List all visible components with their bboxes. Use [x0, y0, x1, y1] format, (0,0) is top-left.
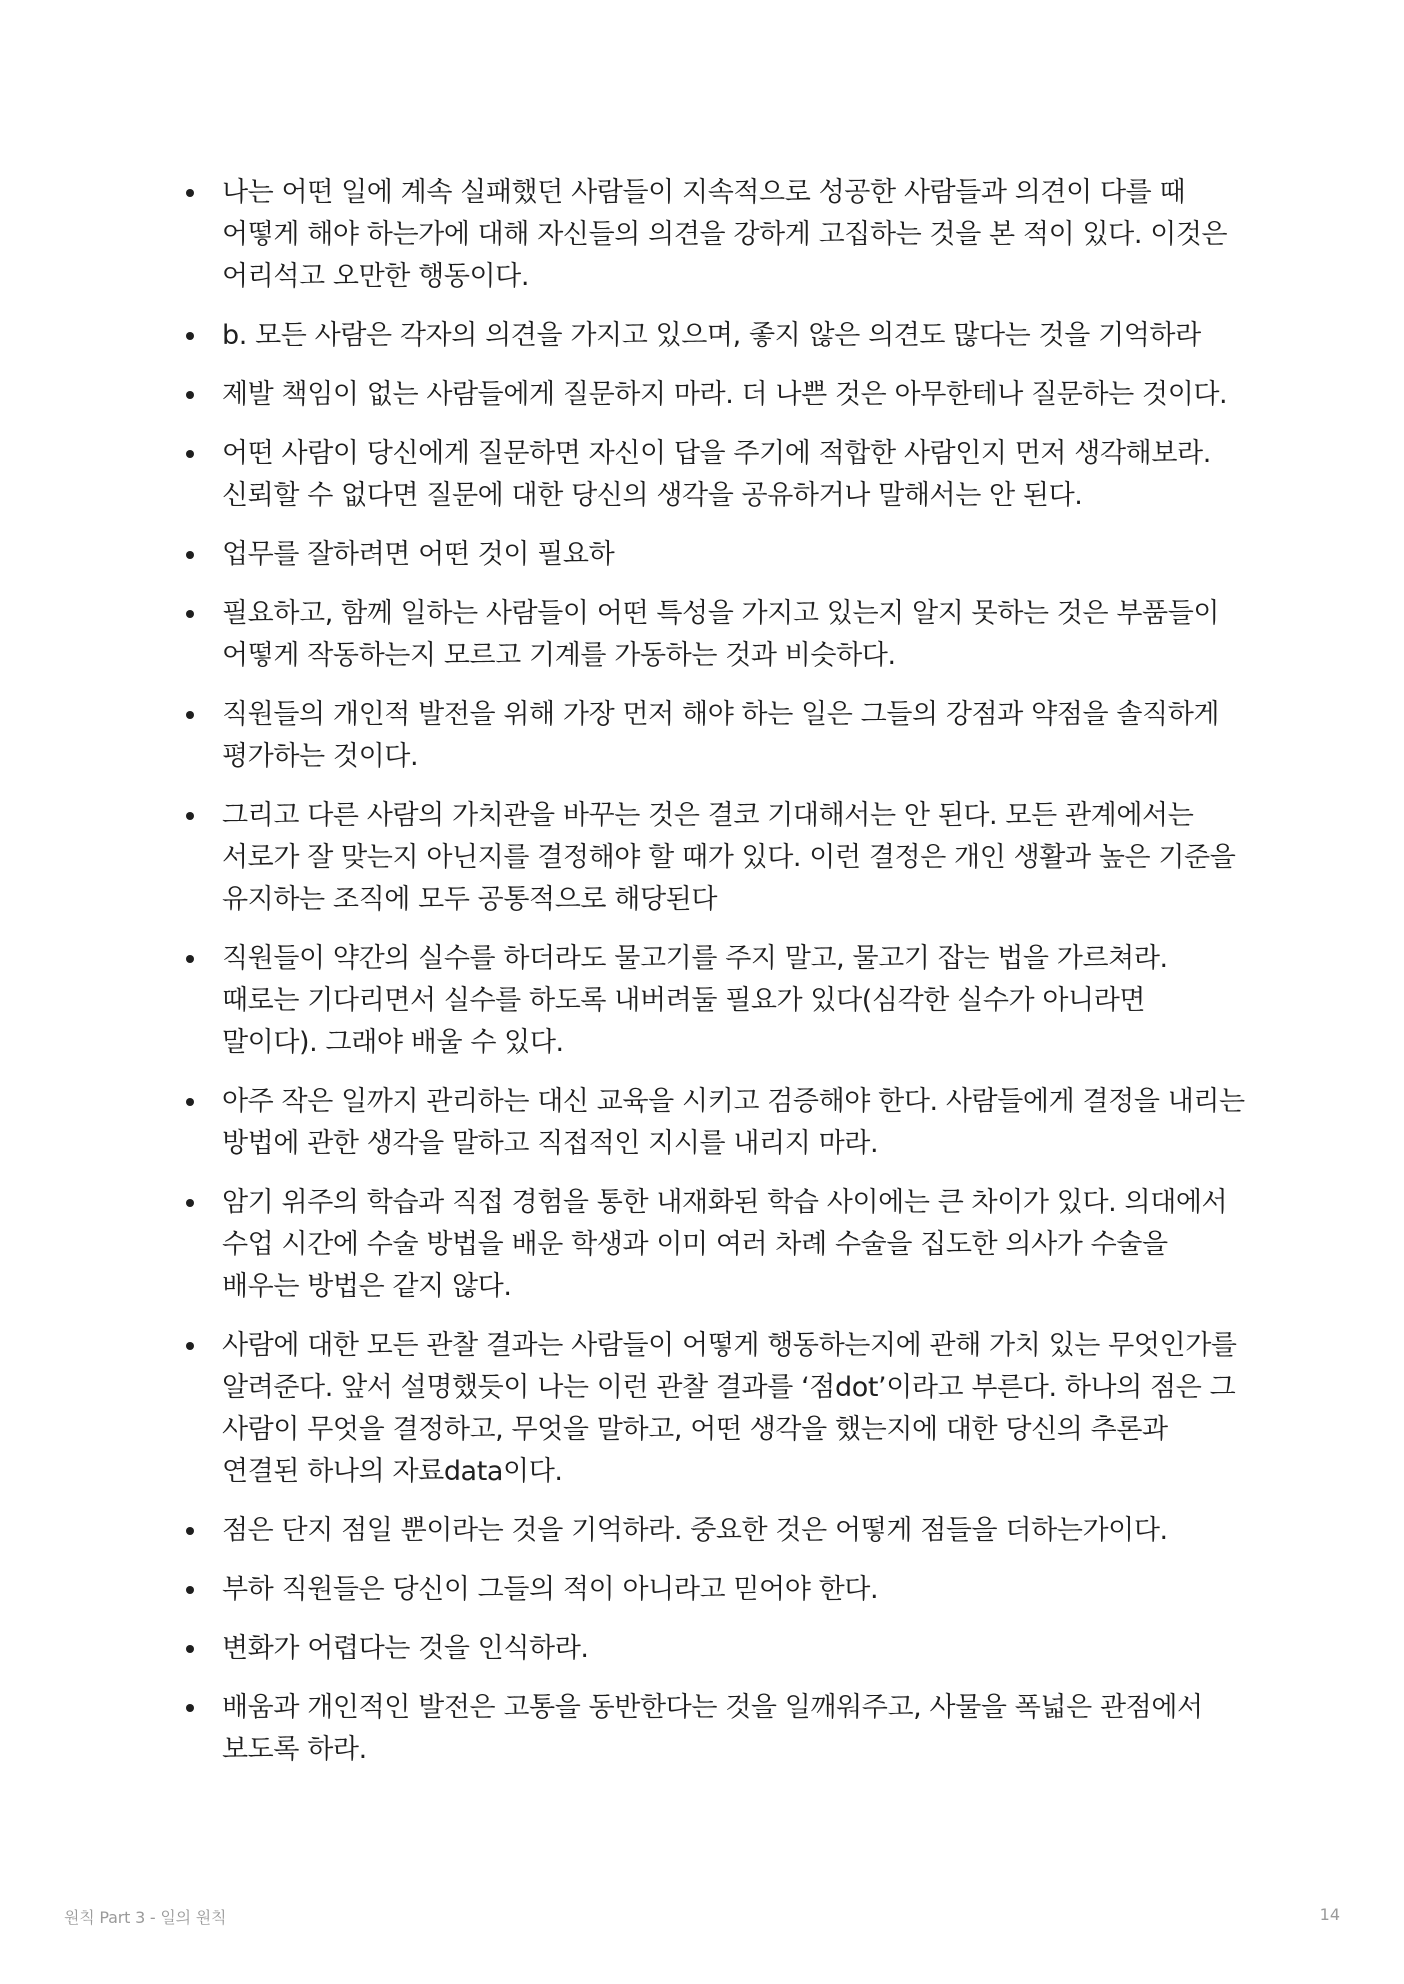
bullet-icon — [186, 189, 194, 197]
list-item-text: 필요하고, 함께 일하는 사람들이 어떤 특성을 가지고 있는지 알지 못하는 것은 부품들이 어떻게 작동하는지 모르고 기계를 가동하는 것과 비슷하다. — [222, 598, 1220, 671]
list-item — [186, 1628, 1246, 1670]
bullet-icon — [186, 1342, 194, 1350]
bullet-icon — [186, 711, 194, 719]
list-item — [186, 534, 1246, 576]
list-item — [186, 172, 1246, 298]
list-item-text: 점은 단지 점일 뿐이라는 것을 기억하라. 중요한 것은 어떻게 점들을 더하는가이다. — [222, 1515, 1168, 1546]
list-item-text: 직원들의 개인적 발전을 위해 가장 먼저 해야 하는 일은 그들의 강점과 약점을 솔직하게 평가하는 것이다. — [222, 699, 1220, 772]
list-item-text: 배움과 개인적인 발전은 고통을 동반한다는 것을 일깨워주고, 사물을 폭넓은 관점에서 보도록 하라. — [222, 1692, 1203, 1765]
bullet-icon — [186, 812, 194, 820]
list-item-text: 나는 어떤 일에 계속 실패했던 사람들이 지속적으로 성공한 사람들과 의견이 다를 때 어떻게 해야 하는가에 대해 자신들의 의견을 강하게 고집하는 것을 본 적이 있다. 이것은 어리석고 오만한 행동이다. — [222, 177, 1228, 292]
list-item — [186, 1510, 1246, 1552]
list-item — [186, 1081, 1246, 1165]
list-item — [186, 1569, 1246, 1611]
list-item — [186, 374, 1246, 416]
bullet-icon — [186, 551, 194, 559]
bullet-list — [186, 172, 1246, 1788]
bullet-icon — [186, 1098, 194, 1106]
list-item-text: 암기 위주의 학습과 직접 경험을 통한 내재화된 학습 사이에는 큰 차이가 있다. 의대에서 수업 시간에 수술 방법을 배운 학생과 이미 여러 차례 수술을 집도한 의사가 수술을 배우는 방법은 같지 않다. — [222, 1187, 1228, 1302]
list-item — [186, 795, 1246, 921]
bullet-icon — [186, 610, 194, 618]
bullet-icon — [186, 1704, 194, 1712]
bullet-icon — [186, 1645, 194, 1653]
list-item-text: 업무를 잘하려면 어떤 것이 필요하 — [222, 539, 615, 570]
list-item — [186, 694, 1246, 778]
bullet-icon — [186, 332, 194, 340]
list-item-text: 사람에 대한 모든 관찰 결과는 사람들이 어떻게 행동하는지에 관해 가치 있는 무엇인가를 알려준다. 앞서 설명했듯이 나는 이런 관찰 결과를 ‘점dot’이라고 부른다. 하나의 점은 그 사람이 무엇을 결정하고, 무엇을 말하고, 어떤 생각을 했는지에 대한 당신의 추론과 연결된 하나의 자료data이다. — [222, 1330, 1237, 1487]
list-item — [186, 1687, 1246, 1771]
list-item-text: b. 모든 사람은 각자의 의견을 가지고 있으며, 좋지 않은 의견도 많다는 것을 기억하라 — [222, 320, 1201, 351]
list-item-text: 직원들이 약간의 실수를 하더라도 물고기를 주지 말고, 물고기 잡는 법을 가르쳐라. 때로는 기다리면서 실수를 하도록 내버려둘 필요가 있다(심각한 실수가 아니라면 말이다). 그래야 배울 수 있다. — [222, 943, 1168, 1058]
list-item-text: 그리고 다른 사람의 가치관을 바꾸는 것은 결코 기대해서는 안 된다. 모든 관계에서는 서로가 잘 맞는지 아닌지를 결정해야 할 때가 있다. 이런 결정은 개인 생활과 높은 기준을 유지하는 조직에 모두 공통적으로 해당된다 — [222, 800, 1236, 915]
list-item — [186, 433, 1246, 517]
list-item-text: 부하 직원들은 당신이 그들의 적이 아니라고 믿어야 한다. — [222, 1574, 879, 1605]
bullet-icon — [186, 1527, 194, 1535]
list-item — [186, 1182, 1246, 1308]
bullet-icon — [186, 391, 194, 399]
footer-document-title: 원칙 Part 3 - 일의 원칙 — [64, 1908, 227, 1927]
list-item — [186, 1325, 1246, 1493]
bullet-icon — [186, 1199, 194, 1207]
list-item — [186, 938, 1246, 1064]
list-item-text: 변화가 어렵다는 것을 인식하라. — [222, 1633, 589, 1664]
list-item-text: 아주 작은 일까지 관리하는 대신 교육을 시키고 검증해야 한다. 사람들에게 결정을 내리는 방법에 관한 생각을 말하고 직접적인 지시를 내리지 마라. — [222, 1086, 1245, 1159]
footer-page-number: 14 — [1319, 1905, 1340, 1924]
bullet-icon — [186, 955, 194, 963]
bullet-icon — [186, 450, 194, 458]
list-item-text: 제발 책임이 없는 사람들에게 질문하지 마라. 더 나쁜 것은 아무한테나 질문하는 것이다. — [222, 379, 1228, 410]
list-item-text: 어떤 사람이 당신에게 질문하면 자신이 답을 주기에 적합한 사람인지 먼저 생각해보라. 신뢰할 수 없다면 질문에 대한 당신의 생각을 공유하거나 말해서는 안 된다. — [222, 438, 1211, 511]
list-item — [186, 315, 1246, 357]
list-item — [186, 593, 1246, 677]
bullet-icon — [186, 1586, 194, 1594]
